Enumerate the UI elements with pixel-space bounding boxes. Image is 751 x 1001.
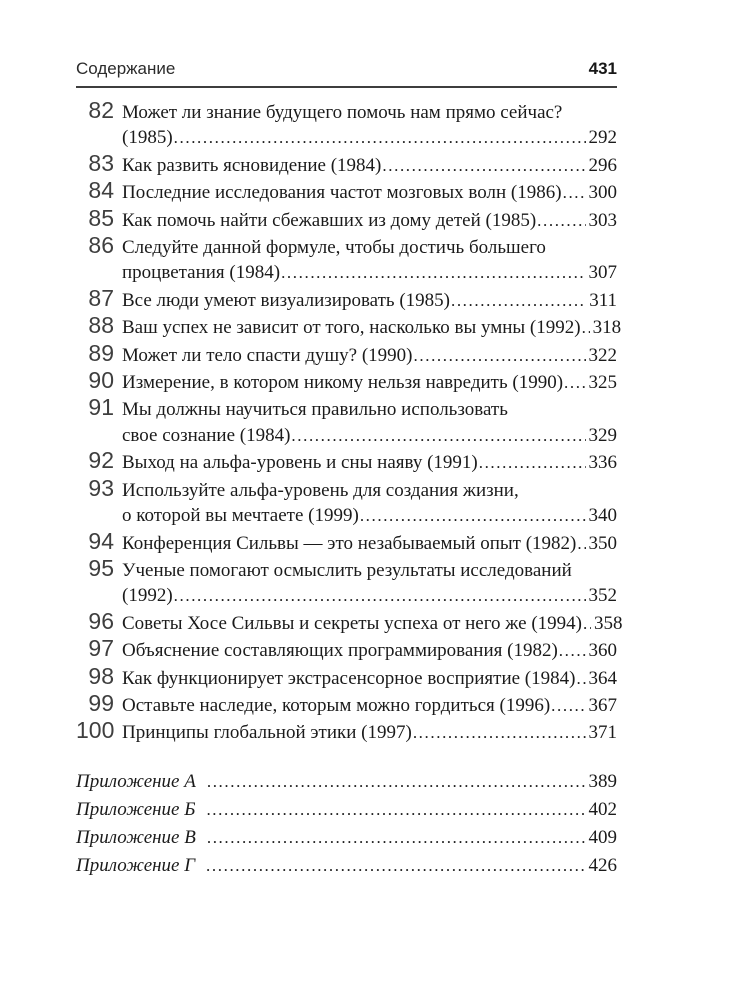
toc-entry-body [122,611,623,636]
toc-entry-page: 303 [588,209,617,231]
header-page-number: 431 [588,59,617,78]
dot-leader [291,423,585,448]
toc-entry-number: 92 [88,447,114,474]
toc-entry-body [122,153,617,178]
dot-leader [451,288,586,313]
toc-entry-line: Используйте альфа-уровень для создания жизни, [122,479,519,501]
appendix-label: Приложение Б [76,798,196,820]
toc-entry-body [122,450,617,475]
dot-leader [576,666,585,691]
appendix-entry [76,768,617,796]
dot-leader [207,768,586,796]
page-content [76,59,623,880]
dot-leader [174,125,586,150]
toc-entry-page: 350 [588,532,617,554]
toc-entry-text: Принципы глобальной этики (1997) [122,722,412,744]
toc-entry-number: 93 [88,474,114,501]
toc-entry-number: 83 [88,149,114,176]
toc-entry-body [122,666,617,691]
toc-list [76,97,623,746]
appendix-page: 402 [588,798,617,820]
dot-leader [537,208,585,233]
toc-entry-body [122,208,617,233]
toc-entry [76,286,617,313]
toc-entry [76,178,617,205]
toc-entry [76,368,617,395]
toc-entry-page: 371 [588,722,617,744]
appendix-label: Приложение В [76,826,196,848]
dot-leader [582,315,590,340]
toc-entry-line [122,638,617,663]
toc-entry-page: 364 [588,667,617,689]
toc-entry-text: Ваш успех не зависит от того, насколько вы умны (1992) [122,317,581,339]
toc-entry-number: 88 [88,312,114,339]
toc-entry-number: 85 [88,204,114,231]
toc-entry [76,718,617,745]
toc-entry [76,151,617,178]
dot-leader [206,852,585,880]
appendix-page: 426 [588,854,617,876]
toc-entry-page: 296 [588,154,617,176]
toc-entry-page: 367 [588,694,617,716]
toc-entry-line: Ученые помогают осмыслить результаты исследований [122,559,572,581]
dot-leader [413,720,586,745]
toc-entry-text: Конференция Сильвы — это незабываемый опыт (1982) [122,532,577,554]
header-title: Содержание [76,59,176,78]
appendix-page: 389 [588,770,617,792]
toc-entry-line [122,260,617,285]
appendix-entry [76,852,617,880]
toc-entry-text: Советы Хосе Сильвы и секреты успеха от него же (1994) [122,612,583,634]
toc-entry-text: (1985) [122,127,173,149]
toc-entry [76,664,617,691]
toc-entry-body [122,180,617,205]
toc-entry-body [122,343,617,368]
dot-leader [281,260,585,285]
toc-entry-page: 307 [588,262,617,284]
dot-leader [551,693,585,718]
dot-leader [174,583,586,608]
dot-leader [414,343,586,368]
appendix-list [76,768,617,880]
toc-entry-line [122,288,617,313]
toc-entry-number: 86 [88,232,114,259]
toc-entry-text: Оставьте наследие, которым можно гордиться (1996) [122,694,551,716]
toc-entry-body [122,558,617,609]
appendix-entry [76,824,617,852]
dot-leader [360,503,586,528]
toc-entry-page: 318 [592,317,622,339]
toc-entry-line [122,503,617,528]
dot-leader [583,611,591,636]
toc-entry-body [122,100,617,151]
toc-entry-text: Как функционирует экстрасенсорное восприятие (1984) [122,667,576,689]
toc-entry-text: Последние исследования частот мозговых волн (1986) [122,182,562,204]
toc-entry-line [122,666,617,691]
toc-entry-text: процветания (1984) [122,262,281,284]
toc-entry-page: 311 [589,289,617,311]
toc-entry [76,529,617,556]
toc-entry-text: Измерение, в котором никому нельзя навредить (1990) [122,372,564,394]
toc-entry-line [122,343,617,368]
dot-leader [564,370,585,395]
toc-entry-number: 91 [88,394,114,421]
toc-entry-line [122,180,617,205]
dot-leader [479,450,586,475]
dot-leader [577,531,585,556]
toc-entry-body [122,235,617,286]
toc-entry-number: 84 [88,177,114,204]
toc-entry-page: 352 [588,585,617,607]
page-header [76,59,617,88]
appendix-entry [76,796,617,824]
toc-entry-page: 292 [588,127,617,149]
toc-entry-line [122,125,617,150]
toc-entry-line [122,450,617,475]
toc-entry-line: Может ли знание будущего помочь нам прямо сейчас? [122,102,563,123]
toc-entry-line [122,583,617,608]
toc-entry-number: 87 [88,284,114,311]
toc-entry-number: 99 [88,689,114,716]
toc-entry-number: 89 [88,339,114,366]
toc-entry [76,98,617,151]
toc-entry-text: о которой вы мечтаете (1999) [122,505,359,527]
toc-entry-body [122,370,617,395]
toc-entry-body [122,720,617,745]
toc-entry-number: 82 [88,97,114,123]
toc-entry-text: Все люди умеют визуализировать (1985) [122,289,450,311]
toc-entry [76,476,617,529]
toc-entry-line: Мы должны научиться правильно использовать [122,399,508,421]
toc-entry-page: 322 [588,344,617,366]
toc-entry-body [122,478,617,529]
toc-entry-number: 96 [88,607,114,634]
toc-entry [76,636,617,663]
toc-entry-body [122,288,617,313]
dot-leader [382,153,585,178]
toc-entry [76,312,622,340]
toc-entry-body [122,397,617,448]
toc-entry [76,691,617,718]
toc-entry-line [122,370,617,395]
toc-entry-body [122,315,622,340]
toc-entry-number: 94 [88,527,114,554]
toc-entry-page: 358 [594,612,623,634]
dot-leader [559,638,586,663]
appendix-label: Приложение Г [76,854,196,876]
toc-entry-line [122,720,617,745]
toc-entry-text: Объяснение составляющих программирования (1982) [122,640,558,662]
dot-leader [563,180,586,205]
toc-entry [76,556,617,609]
toc-entry-text: свое сознание (1984) [122,424,291,446]
toc-entry-line [122,153,617,178]
toc-entry-page: 300 [588,182,617,204]
toc-entry [76,395,617,448]
dot-leader [207,824,586,852]
toc-entry-line [122,423,617,448]
toc-entry [76,607,623,636]
toc-entry-body [122,531,617,556]
toc-entry-text: Выход на альфа-уровень и сны наяву (1991) [122,452,478,474]
toc-entry-page: 329 [588,424,617,446]
toc-entry-line [122,315,622,340]
toc-entry-page: 340 [588,505,617,527]
toc-entry-text: (1992) [122,585,173,607]
toc-entry-text: Как помочь найти сбежавших из дому детей (1985) [122,209,537,231]
toc-entry-number: 97 [88,635,114,662]
toc-entry-line [122,208,617,233]
toc-entry-line [122,531,617,556]
toc-entry-text: Может ли тело спасти душу? (1990) [122,344,413,366]
toc-entry-number: 90 [88,367,114,394]
toc-entry-number: 98 [88,662,114,689]
toc-entry-line [122,611,623,636]
toc-entry-line [122,693,617,718]
toc-entry-text: Как развить ясновидение (1984) [122,154,382,176]
toc-entry-page: 325 [588,372,617,394]
toc-entry-body [122,693,617,718]
toc-entry-body [122,638,617,663]
toc-entry-number: 100 [76,717,115,744]
toc-entry [76,233,617,286]
appendix-page: 409 [588,826,617,848]
toc-entry [76,448,617,475]
toc-entry-page: 360 [588,640,617,662]
toc-entry-page: 336 [588,452,617,474]
toc-entry-line: Следуйте данной формуле, чтобы достичь большего [122,237,546,259]
toc-entry-number: 95 [88,554,114,581]
dot-leader [206,796,585,824]
toc-entry [76,206,617,233]
toc-entry [76,341,617,368]
appendix-label: Приложение А [76,770,196,792]
